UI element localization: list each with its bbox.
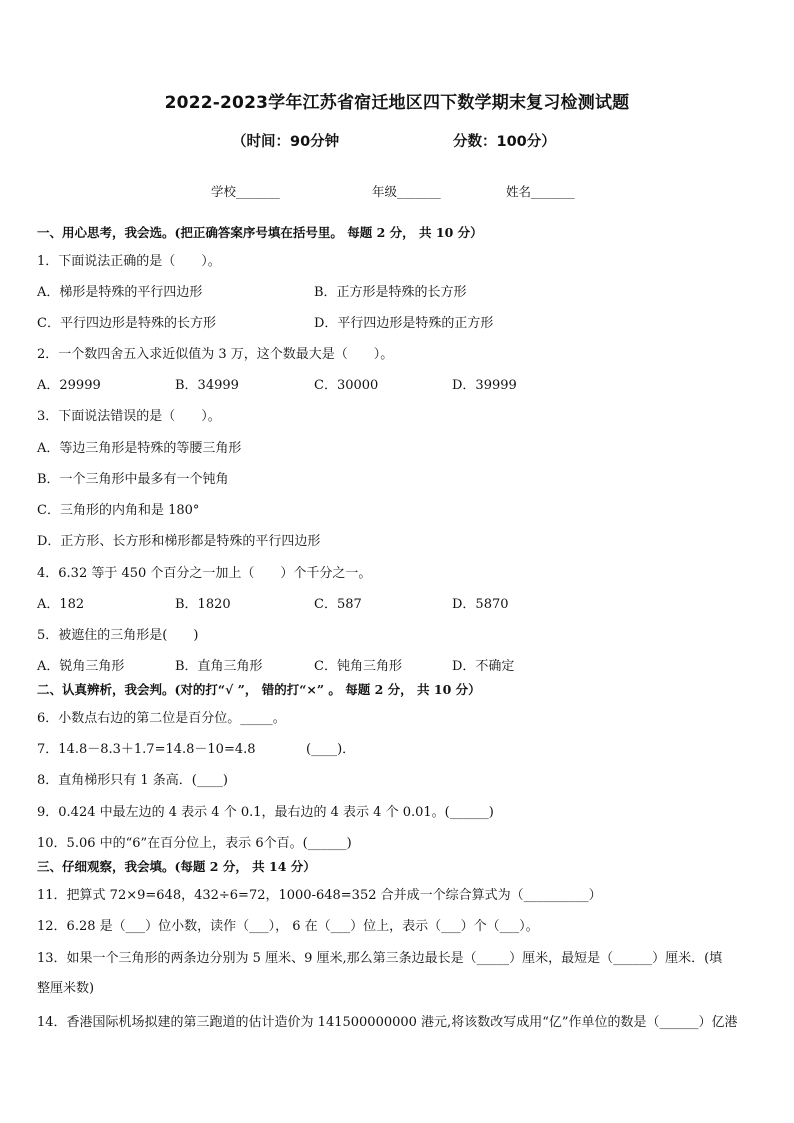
section3-heading: 三、仔细观察，我会填。(每题 2 分， 共 14 分） [37, 859, 316, 874]
q2-option-d: D．39999 [452, 378, 517, 393]
q8-text: 8．直角梯形只有 1 条高．(____) [37, 773, 228, 788]
q4-option-a: A．182 [37, 597, 85, 612]
q5-option-d: D．不确定 [452, 659, 515, 674]
name-field: 姓名_______ [506, 184, 575, 199]
q7-text: 7．14.8－8.3＋1.7=14.8－10=4.8 [37, 742, 256, 757]
grade-field: 年级_______ [372, 184, 441, 199]
section2-heading: 二、认真辨析，我会判。(对的打“√ ”， 错的打“×” 。 每题 2 分， 共 10 分） [37, 682, 481, 697]
q4-option-d: D．5870 [452, 597, 509, 612]
q3-option-b: B．一个三角形中最多有一个钝角 [37, 472, 229, 487]
q13-text-continued: 整厘米数) [37, 981, 95, 996]
q5-option-a: A．锐角三角形 [37, 659, 125, 674]
q3-option-c: C．三角形的内角和是 180° [37, 503, 200, 518]
q3-option-a: A．等边三角形是特殊的等腰三角形 [37, 441, 242, 456]
q1-stem: 1．下面说法正确的是（ ）。 [37, 254, 221, 269]
q2-option-b: B．34999 [175, 378, 239, 393]
q3-stem: 3．下面说法错误的是（ ）。 [37, 409, 221, 424]
q4-stem: 4．6.32 等于 450 个百分之一加上（ ）个千分之一。 [37, 566, 372, 581]
q6-text: 6．小数点右边的第二位是百分位。_____。 [37, 711, 286, 726]
q11-text: 11．把算式 72×9=648，432÷6=72，1000-648=352 合并成一个综合算式为（__________） [37, 888, 602, 903]
q10-text: 10．5.06 中的“6”在百分位上，表示 6个百。(______) [37, 836, 352, 851]
q1-option-c: C．平行四边形是特殊的长方形 [37, 316, 216, 331]
q1-option-b: B．正方形是特殊的长方形 [314, 285, 467, 300]
q5-option-c: C．钝角三角形 [314, 659, 402, 674]
exam-time: （时间：90分钟 [232, 134, 340, 150]
q13-text: 13．如果一个三角形的两条边分别为 5 厘米、9 厘米,那么第三条边最长是（_____）厘米，最短是（______）厘米．(填 [37, 951, 723, 966]
q3-option-d: D．正方形、长方形和梯形都是特殊的平行四边形 [37, 534, 321, 549]
q2-option-a: A．29999 [37, 378, 101, 393]
q4-option-c: C．587 [314, 597, 362, 612]
q5-stem: 5．被遮住的三角形是( ) [37, 628, 199, 643]
q14-text: 14．香港国际机场拟建的第三跑道的估计造价为 141500000000 港元,将该数改写成用“亿”作单位的数是（______）亿港 [37, 1015, 738, 1030]
q1-option-d: D．平行四边形是特殊的正方形 [314, 316, 494, 331]
q9-text: 9．0.424 中最左边的 4 表示 4 个 0.1，最右边的 4 表示 4 个 0.01。(______) [37, 805, 494, 820]
q12-text: 12．6.28 是（___）位小数，读作（___）， 6 在（___）位上，表示（___）个（___）。 [37, 919, 539, 934]
q4-option-b: B．1820 [175, 597, 231, 612]
q1-option-a: A．梯形是特殊的平行四边形 [37, 285, 203, 300]
q7-blank: (____)． [306, 742, 356, 757]
q2-option-c: C．30000 [314, 378, 379, 393]
q2-stem: 2．一个数四舍五入求近似值为 3 万，这个数最大是（ ）。 [37, 347, 394, 362]
q5-option-b: B．直角三角形 [175, 659, 263, 674]
exam-title: 2022-2023学年江苏省宿迁地区四下数学期末复习检测试题 [164, 93, 630, 113]
section1-heading: 一、用心思考，我会选。(把正确答案序号填在括号里。 每题 2 分， 共 10 分） [37, 225, 483, 240]
school-field: 学校_______ [211, 184, 280, 199]
exam-score: 分数：100分） [453, 134, 556, 150]
